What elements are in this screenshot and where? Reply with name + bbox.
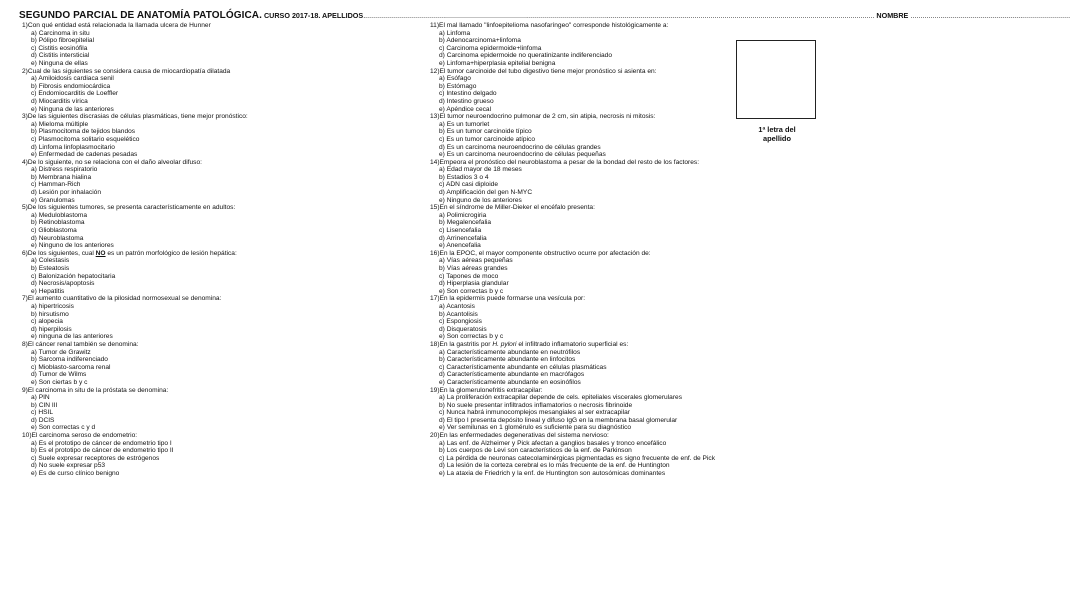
question-negation: NO xyxy=(95,249,106,257)
answer-option: a) Acantosis xyxy=(439,302,475,310)
exam-title: SEGUNDO PARCIAL DE ANATOMÍA PATOLÓGICA. xyxy=(19,10,262,21)
question-text: 1)Con qué entidad está relacionada la llamada ulcera de Hunner xyxy=(22,22,211,29)
answer-option: d) La lesión de la corteza cerebral es lo más frecuente de la enf. de Huntington xyxy=(439,462,670,470)
answer-option: a) Vías aéreas pequeñas xyxy=(439,257,513,265)
answer-option: d) Neuroblastoma xyxy=(31,234,84,242)
question-block xyxy=(22,295,412,341)
answer-option: a) Polimicrogiria xyxy=(439,211,487,219)
answer-option: c) Lisencefalia xyxy=(439,227,482,235)
question-italic-term: H. pylori xyxy=(492,340,517,348)
question-block xyxy=(430,204,830,250)
answer-option: c) ADN casi diploide xyxy=(439,181,499,189)
question-block xyxy=(430,387,830,433)
answer-option: e) Es un carcinoma neuroendocrino de células pequeñas xyxy=(439,151,606,159)
answer-option: d) Miocarditis vírica xyxy=(31,97,88,105)
answer-option: d) Linfoma linfoplasmocitario xyxy=(31,143,115,151)
answer-option: e) Granulomas xyxy=(31,196,75,204)
answer-option: c) Endomiocarditis de Loeffler xyxy=(31,90,119,98)
answer-option: b) Sarcoma indiferenciado xyxy=(31,356,108,364)
answer-option: d) hiperpilosis xyxy=(31,325,72,333)
answer-option: d) Característicamente abundante en macrófagos xyxy=(439,371,585,379)
answer-option: b) Vías aéreas grandes xyxy=(439,265,508,272)
answer-option: b) Estadios 3 o 4 xyxy=(439,173,489,181)
question-text: 14)Empeora el pronóstico del neuroblastoma a pesar de la bondad del resto de los factores: xyxy=(430,158,700,166)
answer-option: b) Es un tumor carcinoide típico xyxy=(439,128,532,136)
question-text: 20)En las enfermedades degenerativas del sistema nervioso: xyxy=(430,432,609,440)
question-text: 4)De lo siguiente, no se relaciona con el daño alveolar difuso: xyxy=(22,158,202,166)
answer-option: a) Edad mayor de 18 meses xyxy=(439,166,522,174)
answer-option: d) Cistitis intersticial xyxy=(31,52,90,60)
answer-option: e) Son ciertas b y c xyxy=(31,378,88,386)
answer-option: b) Los cuerpos de Levi son característicos de la enf. de Parkinson xyxy=(439,447,632,455)
question-text xyxy=(22,250,412,258)
question-block xyxy=(430,250,830,296)
answer-option: a) Meduloblastoma xyxy=(31,211,88,219)
answer-option: e) Son correctas c y d xyxy=(31,424,96,432)
answer-option: a) Colestasis xyxy=(31,257,70,265)
answer-option: b) Retinoblastoma xyxy=(31,219,85,227)
answer-option: c) Tapones de moco xyxy=(439,272,499,280)
question-text: 10)El carcinoma seroso de endometrio: xyxy=(22,432,138,440)
answer-option: b) hirsutismo xyxy=(31,310,69,318)
answer-option: a) Distress respiratorio xyxy=(31,166,98,174)
question-block xyxy=(430,341,830,387)
answer-option: c) Glioblastoma xyxy=(31,227,77,235)
question-block xyxy=(22,113,412,159)
course-label: CURSO 2017-18. APELLIDOS xyxy=(263,11,364,20)
answer-option: e) Característicamente abundante en eosinófilos xyxy=(439,378,581,386)
answer-option: d) Tumor de Wilms xyxy=(31,371,87,379)
answer-option: c) Cistitis eosinófila xyxy=(31,44,88,52)
answer-option: b) Pólipo fibroepitelial xyxy=(31,37,95,45)
question-text: 19)En la glomerulonefritis extracapilar: xyxy=(430,386,543,394)
answer-option: d) Arrinencefalia xyxy=(439,234,487,242)
question-block xyxy=(22,250,412,296)
answer-option: a) Linfoma xyxy=(439,29,471,37)
answer-option: c) Espongiosis xyxy=(439,318,482,326)
answer-option: a) Característicamente abundante en neutrófilos xyxy=(439,348,581,356)
question-block xyxy=(22,22,412,68)
question-text-start: 6)De los siguientes, cual xyxy=(22,249,96,257)
question-text: 5)De los siguientes tumores, se presenta característicamente en adultos: xyxy=(22,204,236,212)
answer-option: e) Son correctas b y c xyxy=(439,333,504,341)
answer-option: c) Suele expresar receptores de estrógenos xyxy=(31,454,160,462)
question-text-end: es un patrón morfológico de lesión hepática: xyxy=(105,249,237,257)
answer-option: c) alopecia xyxy=(31,318,63,326)
answer-option: b) CIN III xyxy=(31,401,58,409)
answer-option: b) Plasmocitoma de tejidos blandos xyxy=(31,128,136,136)
question-text: 13)El tumor neuroendocrino pulmonar de 2 cm, sin atipia, necrosis ni mitosis: xyxy=(430,113,656,121)
question-text: 2)Cual de las siguientes se considera causa de miocardiopatía dilatada xyxy=(22,67,231,75)
question-text: 12)El tumor carcinoide del tubo digestivo tiene mejor pronóstico si asienta en: xyxy=(430,67,657,75)
question-block xyxy=(22,341,412,387)
answer-option: a) Es el prototipo de cáncer de endometrio tipo I xyxy=(31,439,172,447)
answer-option: d) Es un carcinoma neuroendocrino de células grandes xyxy=(439,143,601,151)
question-block xyxy=(22,159,412,205)
answer-option: c) Mioblasto-sarcoma renal xyxy=(31,363,111,371)
question-block xyxy=(430,159,830,205)
answer-option: e) Ninguna de ellas xyxy=(31,59,88,67)
answer-option: d) DCIS xyxy=(31,416,55,424)
surname-initial-label-line1: 1ª letra del xyxy=(758,125,796,134)
surname-fill-line: ................................................................................................................................................................................................................................................................ xyxy=(363,11,875,20)
answer-option: b) Estómago xyxy=(439,82,477,90)
answer-option: d) Disqueratosis xyxy=(439,325,487,333)
question-text: 17)En la epidermis puede formarse una vesícula por: xyxy=(430,295,586,303)
answer-option: b) Membrana hialina xyxy=(31,173,92,181)
answer-option: b) Es el prototipo de cáncer de endometrio tipo II xyxy=(31,447,174,455)
question-text xyxy=(430,341,830,349)
answer-option: c) Plasmocitoma solitario esquelético xyxy=(31,135,140,143)
answer-option: e) Linfoma+hiperplasia epitelial benigna xyxy=(439,59,556,67)
answer-option: c) Carcinoma epidermoide+linfoma xyxy=(439,44,542,52)
surname-initial-label xyxy=(740,125,814,143)
answer-option: b) Acantolisis xyxy=(439,310,478,318)
answer-option: e) Anencefalia xyxy=(439,242,481,250)
answer-option: e) Enfermedad de cadenas pesadas xyxy=(31,151,138,159)
answer-option: e) La ataxia de Friedrich y la enf. de Huntington son autosómicas dominantes xyxy=(439,470,666,478)
question-text: 16)En la EPOC, el mayor componente obstructivo ocurre por afectación de: xyxy=(430,249,651,257)
name-label: NOMBRE xyxy=(876,11,909,20)
answer-option: a) Esófago xyxy=(439,75,471,83)
answer-option: e) Ninguno de los anteriores xyxy=(31,242,114,250)
question-text-end: el infiltrado inflamatorio superficial es: xyxy=(516,340,629,348)
question-text: 11)El mal llamado "linfoepitelioma nasofaríngeo" corresponde histológicamente a: xyxy=(430,22,669,29)
answer-option: c) La pérdida de neuronas catecolaminérgicas pigmentadas es signo frecuente de enf. de Pick xyxy=(439,454,716,462)
answer-option: a) hipertricosis xyxy=(31,302,74,310)
answer-option: e) Apéndice cecal xyxy=(439,105,492,113)
surname-initial-box[interactable] xyxy=(736,40,816,119)
answer-option: a) PIN xyxy=(31,394,50,402)
question-block xyxy=(430,295,830,341)
answer-option: a) Es un tumorlet xyxy=(439,120,490,128)
answer-option: c) Es un tumor carcinoide atípico xyxy=(439,135,536,143)
left-question-column xyxy=(22,22,412,478)
answer-option: c) HSIL xyxy=(31,409,53,417)
answer-option: e) ninguna de las anteriores xyxy=(31,333,113,341)
answer-option: e) Ver semilunas en 1 glomérulo es suficiente para su diagnóstico xyxy=(439,424,632,432)
answer-option: d) Carcinoma epidermoide no queratinizante indiferenciado xyxy=(439,52,613,60)
answer-option: a) La proliferación extracapilar depende de cels. epiteliales viscerales glomerulares xyxy=(439,394,682,402)
answer-option: a) Amiloidosis cardiaca senil xyxy=(31,75,114,83)
answer-option: c) Característicamente abundante en células plasmáticas xyxy=(439,363,607,371)
question-block xyxy=(430,432,830,478)
answer-option: b) Megalencefalia xyxy=(439,219,492,227)
answer-option: e) Hepatitis xyxy=(31,287,65,295)
answer-option: d) Amplificación del gen N-MYC xyxy=(439,189,533,197)
question-block xyxy=(22,387,412,433)
answer-option: c) Nunca habrá inmunocomplejos mesangiales al ser extracapilar xyxy=(439,409,630,417)
exam-header xyxy=(19,10,1070,21)
answer-option: a) Las enf. de Alzheimer y Pick afectan a ganglios basales y tronco encefálico xyxy=(439,439,667,447)
answer-option: d) El tipo I presenta depósito lineal y difuso IgG en la membrana basal glomerular xyxy=(439,416,678,424)
answer-option: b) Adenocarcinoma+linfoma xyxy=(439,37,521,45)
answer-option: b) No suele presentar infiltrados inflamatorios o necrosis fibrinoide xyxy=(439,401,633,409)
answer-option: e) Ninguno de los anteriores xyxy=(439,196,522,204)
answer-option: b) Esteatosis xyxy=(31,265,70,272)
answer-option: e) Ninguna de las anteriores xyxy=(31,105,114,113)
question-block xyxy=(22,204,412,250)
answer-option: d) Hiperplasia glandular xyxy=(439,280,509,288)
answer-option: d) Intestino grueso xyxy=(439,97,494,105)
surname-initial-label-line2: apellido xyxy=(763,134,791,143)
question-text: 3)De las siguientes discrasias de células plasmáticas, tiene mejor pronóstico: xyxy=(22,113,248,121)
name-fill-line: ................................................................................ xyxy=(910,11,1070,20)
answer-option: a) Carcinoma in situ xyxy=(31,29,90,37)
question-block xyxy=(22,432,412,478)
answer-option: c) Intestino delgado xyxy=(439,90,497,98)
answer-option: e) Es de curso clínico benigno xyxy=(31,470,120,478)
answer-option: a) Mieloma múltiple xyxy=(31,120,89,128)
question-block xyxy=(22,68,412,114)
answer-option: d) Necrosis/apoptosis xyxy=(31,280,95,288)
question-text: 7)El aumento cuantitativo de la pilosidad normosexual se denomina: xyxy=(22,295,222,303)
answer-option: e) Son correctas b y c xyxy=(439,287,504,295)
answer-option: c) Hamman-Rich xyxy=(31,181,81,189)
question-text-start: 18)En la gastritis por xyxy=(430,340,493,348)
answer-option: b) Característicamente abundante en linfocitos xyxy=(439,356,576,364)
answer-option: b) Fibrosis endomiocárdica xyxy=(31,82,111,90)
question-text: 9)El carcinoma in situ de la próstata se denomina: xyxy=(22,386,169,394)
answer-option: d) Lesión por inhalación xyxy=(31,189,102,197)
answer-option: a) Tumor de Grawitz xyxy=(31,348,91,356)
answer-option: d) No suele expresar p53 xyxy=(31,462,106,470)
answer-option: c) Balonización hepatocitaria xyxy=(31,272,116,280)
question-text: 15)En el síndrome de Miller-Dieker el encéfalo presenta: xyxy=(430,204,595,212)
question-text: 8)El cáncer renal también se denomina: xyxy=(22,340,139,348)
